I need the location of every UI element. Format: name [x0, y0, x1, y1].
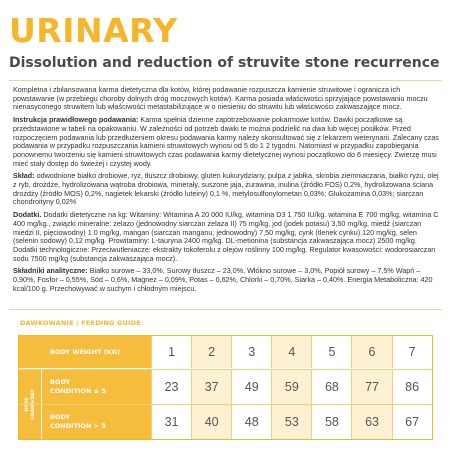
feeding-guide-heading: DAWKOWANIE / FEEDING GUIDE	[20, 319, 141, 327]
page-title: URINARY	[9, 11, 178, 50]
composition-text: odwodnione białko drobiowe, ryż, tłuszcz drobiowy, gluten kukurydziany, pulpa z jabłka, skrobia ziemniaczana, białko ryżu, olej z ryb, drożdże, hydrolizowana wątroba drobiowa, minerały, suszone jaja, żurawina, inulina (źródło FOS) 0,2%, hydrolizowana ściana drożdży (źródło MOS) 0,2%, nagietek lekarski (źródło luteiny) 0,1 %, metylosulfonylometan 0,03%; Glukozamina 0,03%; siarczan chondroityny 0,02%	[13, 171, 439, 207]
condition-low-line1: BODY	[50, 378, 71, 386]
weight-cell: 4	[271, 336, 311, 368]
dose-cell: 59	[271, 370, 311, 404]
divider-top	[9, 80, 442, 81]
weight-cell: 6	[351, 336, 391, 368]
dose-row-high	[151, 405, 432, 439]
analytical-text: Białko surowe – 33,0%, Surowy tłuszcz – 23,0%, Włókno surowe – 3,0%, Popiół surowy – 7,5% Wapń – 0,90%, Fosfor – 0,55%, Sód – 0,6%, Magnez – 0,09%, Potas – 0,62%, Chlorki – 0,70%, Siarka – 0,40%. Energia Metaboliczna: 420 kcal/100 g. Przechowywać w suchym i chłodnym miejscu.	[13, 266, 433, 293]
weight-cell: 5	[311, 336, 351, 368]
condition-label-high	[42, 405, 151, 439]
dose-row-low	[151, 370, 432, 404]
dose-cell: 58	[311, 405, 351, 439]
composition-paragraph	[13, 172, 439, 207]
weight-cell: 3	[231, 336, 271, 368]
composition-label: Skład:	[13, 171, 35, 181]
condition-label-low	[42, 370, 151, 404]
dose-cell: 77	[351, 370, 391, 404]
dose-cell: 48	[231, 405, 271, 439]
dose-cell: 68	[311, 370, 351, 404]
analytical-label: Składniki analityczne:	[13, 266, 88, 276]
dose-cell: 53	[271, 405, 311, 439]
weight-cell: 1	[151, 336, 191, 368]
dose-cell: 23	[151, 370, 191, 404]
page-subtitle: Dissolution and reduction of struvite stone recurrence	[9, 55, 440, 71]
condition-high-line1: BODY	[50, 413, 71, 421]
analytical-paragraph	[13, 267, 439, 293]
intro-paragraph: Kompletna i zbilansowana karma dietetyczna dla kotów, której podawanie rozpuszcza kamienie struwitowe i ogranicza ich powstawanie (w przebiegu choroby dolnych dróg moczowych kotów). Karma posiada właściwości sprzyjające powstawaniu moczu nienasyconego struwitem lub właściwości metastabilizujące w o niesieniu do struwitu lub właściwości zakwaszające mocz.	[13, 85, 428, 112]
divider-bottom	[9, 309, 442, 310]
dose-cell: 67	[392, 405, 432, 439]
additives-text: Dodatki dietetyczne na kg: Witaminy: Witamina A 20 000 IU/kg, witamina D3 1 750 IU/kg. witamina E 700 mg/kg, witamina C 400 mg/kg., związki mineralne: żelazo (jednowodny siarczan żelaza II) 75 mg/kg, jod (jodek potasu) 3,50 mg/kg, miedź (siarczan miedzi II, pięciowodny) 1 0 mg/kg, mangan (siarczan manganu, jednowodny) 7,50 mg/kg, cynk (tlenek cynku) 120 mg/kg, selen (selenin sodowy) 0,12 mg/kg. Prowitaminy: L-tauryna 2400 mg/kg. DL-metionina (substancja zakwaszająca mocz) 2500 mg/kg. Dodatki technologiczne: Przeciwutleniacze: ekstrakty tokoferolu z olejów roślinny 100 mg/kg. Regulator kwasowości: wodorosiarczan sodu 7500 mg/kg (substancja zakwaszająca mocz).	[13, 210, 439, 263]
dose-cell: 40	[191, 405, 231, 439]
weights-row	[151, 336, 432, 368]
instruction-paragraph	[13, 116, 439, 168]
dose-cell: 37	[191, 370, 231, 404]
additives-label: Dodatki.	[13, 210, 42, 220]
weight-cell: 7	[392, 336, 432, 368]
additives-paragraph	[13, 211, 439, 263]
weight-cell: 2	[191, 336, 231, 368]
dose-cell: 86	[392, 370, 432, 404]
body-weight-label: BODY WEIGHT (KG)	[19, 336, 151, 368]
instruction-text: Karma spełnia dzienne zapotrzebowanie pokarmowe kotów. Dawki początkowe są przedstawione w tabeli na opakowaniu. W zależności od potrzeb dawki te można podzielić na dwa lub więcej posiłków. Przed rozpoczęciem podawania lub przedłużeniem okresu podawania karmy należy skonsultować się z lekarzem weterynarii. Zalecany czas podawania w przypadku rozpuszczania kamieni struwitowych wynosi od 5 do 1 2 tygodni. Natomiast w przypadku zapobiegania ponownemu tworzeniu się kamieni struwitowych czas podawania karmy dietetycznej wynosi początkowo do 6 miesięcy. Zwierzę musi mieć stały dostęp do świeżej i czystej wody.	[13, 115, 439, 168]
description-body	[13, 86, 439, 297]
dose-cell: 31	[151, 405, 191, 439]
dose-cell: 49	[231, 370, 271, 404]
instruction-label: Instrukcja prawidłowego podawania:	[13, 115, 139, 125]
dose-cell: 63	[351, 405, 391, 439]
condition-high-line2: CONDITION > 5	[50, 422, 106, 430]
condition-low-line2: CONDITION ≤ 5	[50, 387, 106, 395]
feeding-guide-table	[18, 335, 433, 440]
